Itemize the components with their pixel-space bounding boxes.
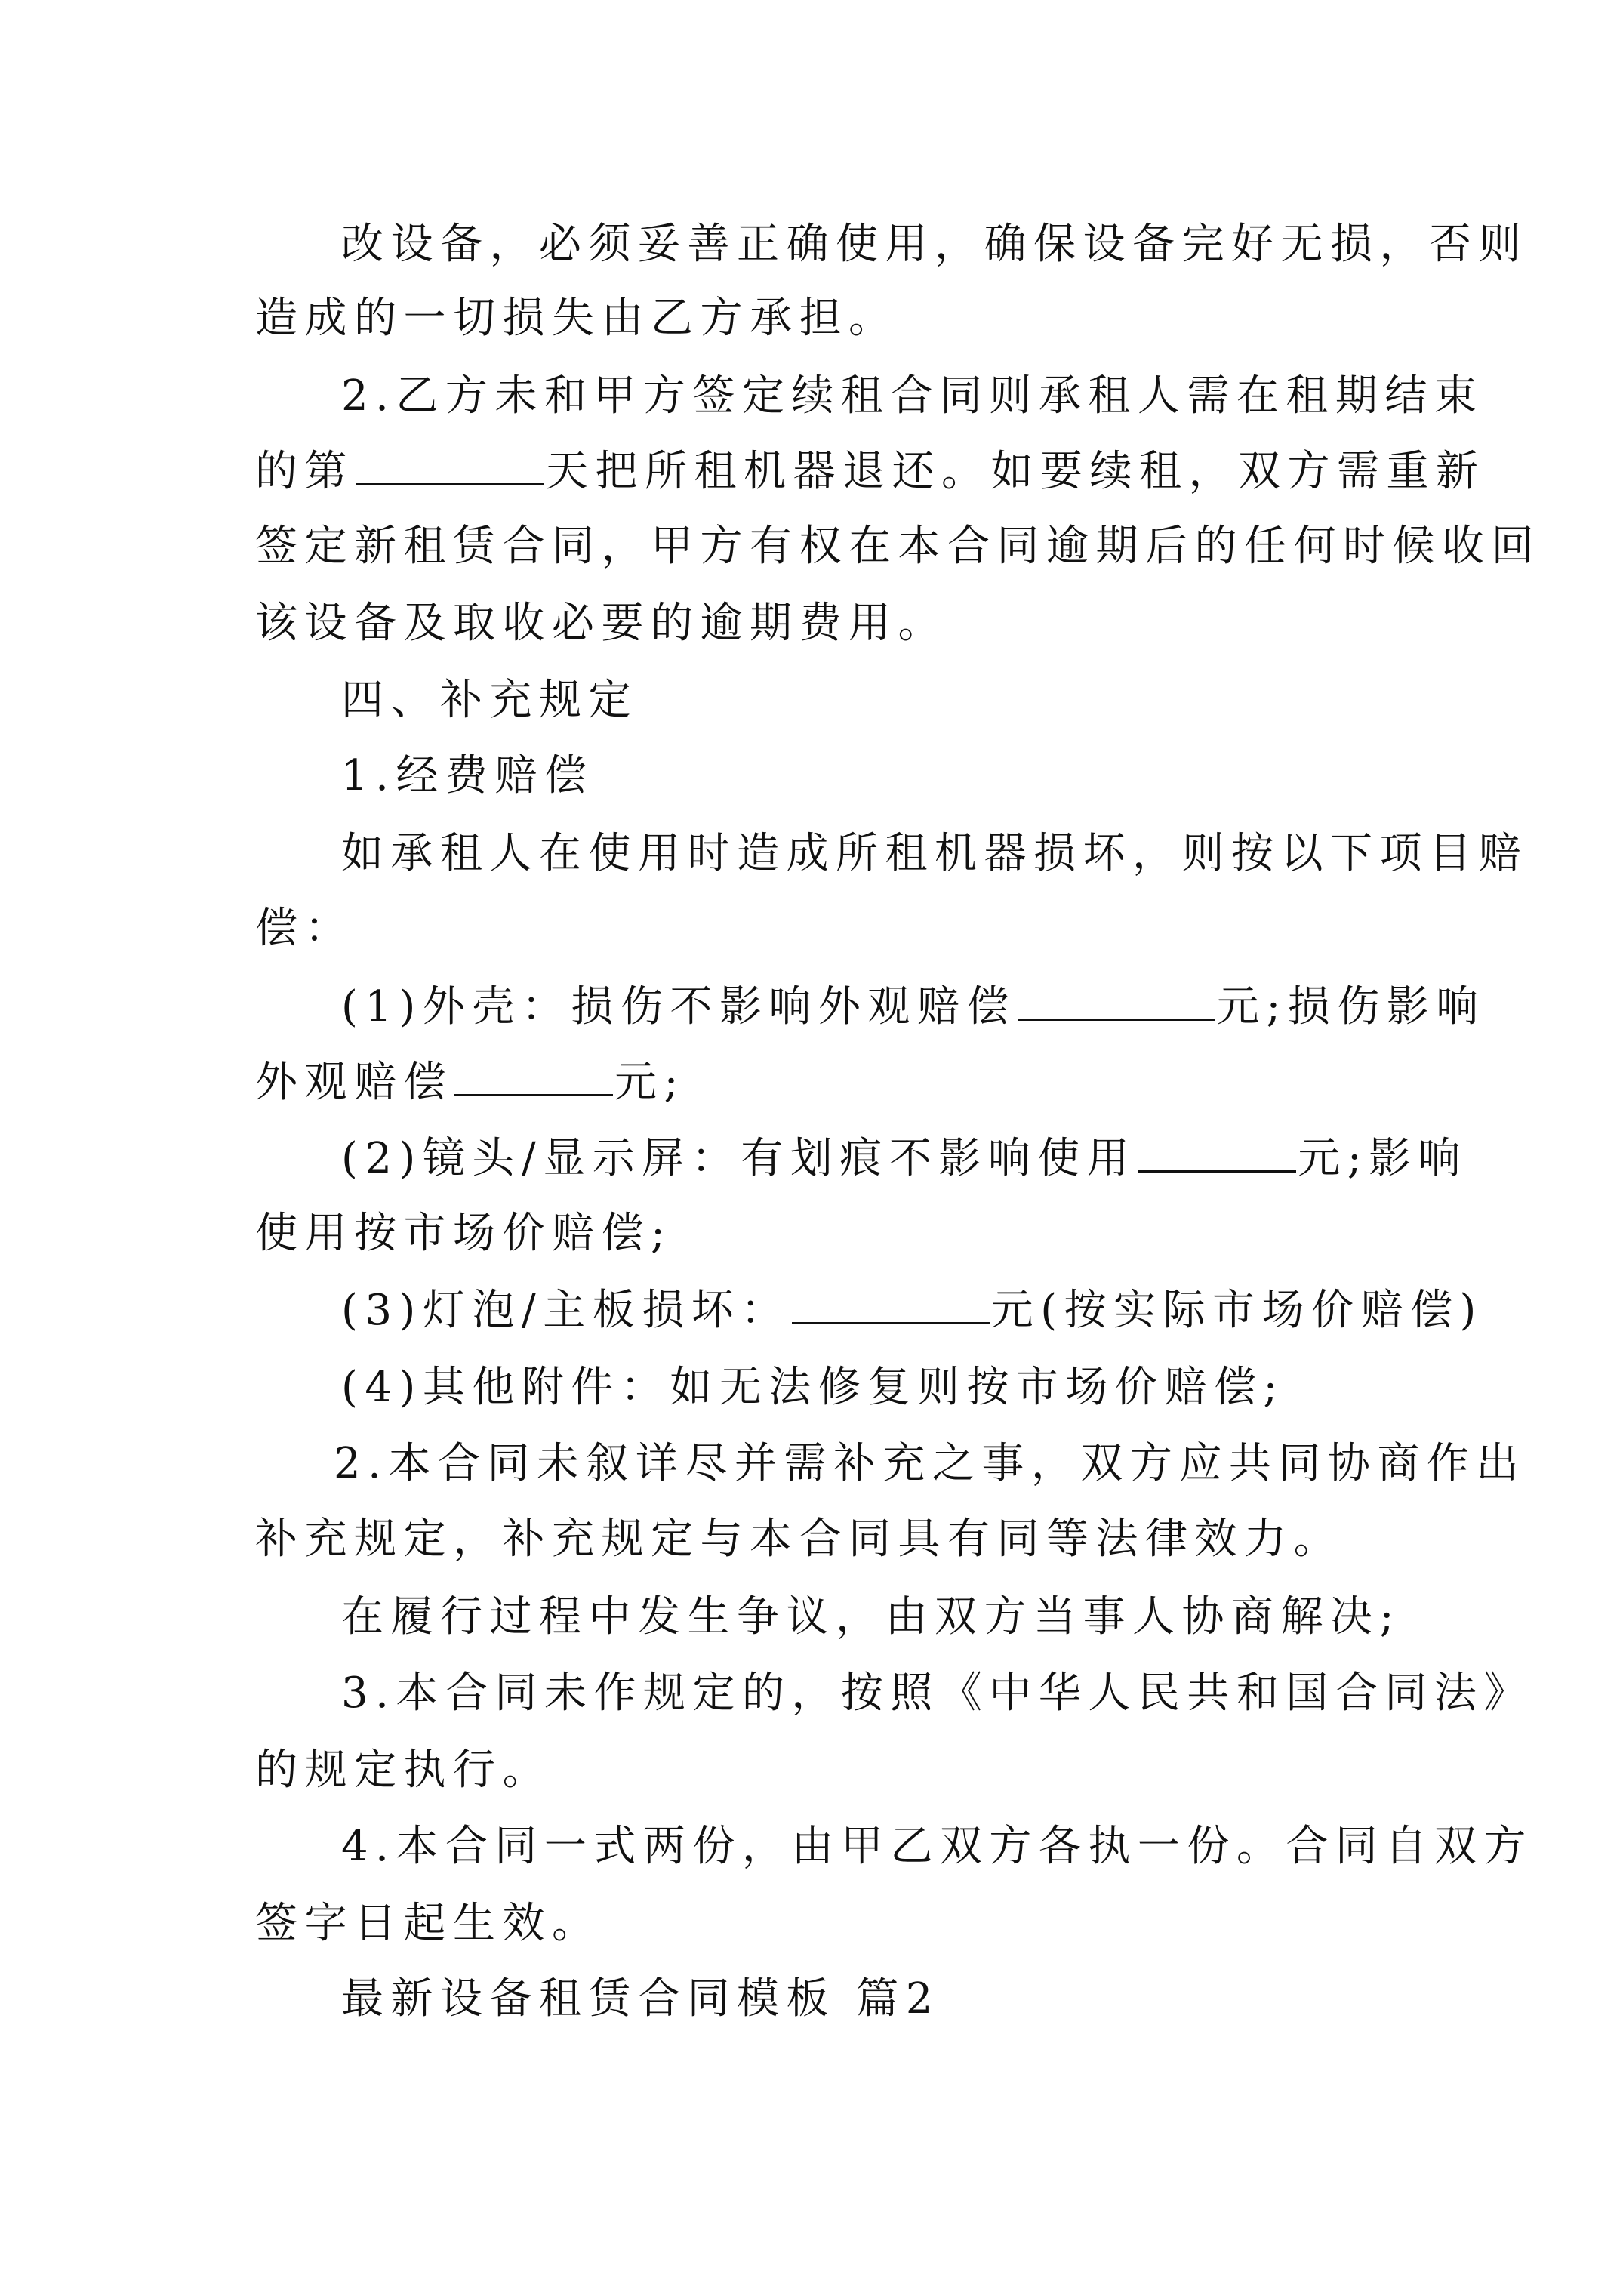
paragraph-line: 在履行过程中发生争议，由双方当事人协商解决; [341, 1592, 1401, 1641]
paragraph-line: 补充规定，补充规定与本合同具有同等法律效力。 [255, 1515, 1343, 1564]
clause-3-line: 3.本合同未作规定的，按照《中华人民共和国合同法》 [341, 1669, 1533, 1718]
text-segment: (2)镜头/显示屏：有划痕不影响使用 [341, 1134, 1137, 1183]
paragraph-line [255, 434, 1486, 510]
fill-in-blank[interactable] [1138, 1128, 1296, 1173]
text-segment: 元;影响 [1298, 1134, 1468, 1183]
list-item [341, 969, 1486, 1045]
paragraph-line: 如承租人在使用时造成所租机器损坏，则按以下项目赔 [341, 829, 1528, 878]
paragraph-line: 该设备及取收必要的逾期费用。 [255, 599, 947, 648]
fill-in-blank[interactable] [1018, 976, 1215, 1021]
list-item [341, 1273, 1483, 1348]
text-segment: (3)灯泡/主板损坏： [341, 1286, 790, 1335]
list-item [341, 1121, 1467, 1197]
text-segment: 元(按实际市场价赔偿) [990, 1286, 1483, 1335]
fill-in-blank[interactable] [792, 1280, 990, 1324]
clause-4-line: 4.本合同一式两份，由甲乙双方各执一份。合同自双方 [341, 1822, 1533, 1871]
paragraph-line: 签定新租赁合同，甲方有权在本合同逾期后的任何时候收回 [255, 522, 1541, 571]
clause-2-line: 2.本合同未叙详尽并需补充之事，双方应共同协商作出 [334, 1439, 1526, 1488]
list-item: (4)其他附件：如无法修复则按市场价赔偿; [341, 1363, 1285, 1412]
paragraph-line: 造成的一切损失由乙方承担。 [255, 294, 898, 343]
fill-in-blank[interactable] [454, 1052, 613, 1096]
text-segment: 的第 [255, 447, 354, 496]
paragraph-line: 使用按市场价赔偿; [255, 1209, 673, 1258]
section-title: 最新设备租赁合同模板 篇2 [341, 1974, 940, 2023]
text-segment: 元;损伤影响 [1216, 982, 1486, 1031]
text-segment: 外观赔偿 [255, 1058, 453, 1107]
clause-2-line: 2.乙方未和甲方签定续租合同则承租人需在租期结束 [341, 371, 1484, 421]
text-segment: 元; [614, 1058, 685, 1107]
paragraph-line: 的规定执行。 [255, 1746, 552, 1795]
paragraph-line [255, 1045, 685, 1120]
text-segment: (1)外壳：损伤不影响外观赔偿 [341, 982, 1016, 1031]
paragraph-line: 签字日起生效。 [255, 1899, 602, 1948]
fill-in-blank[interactable] [356, 441, 544, 485]
section-heading: 四、补充规定 [341, 676, 638, 725]
paragraph-line: 改设备，必须妥善正确使用，确保设备完好无损，否则 [341, 220, 1528, 269]
subsection-heading: 1.经费赔偿 [341, 751, 594, 800]
paragraph-line: 偿： [255, 904, 354, 953]
text-segment: 天把所租机器退还。如要续租，双方需重新 [546, 447, 1486, 496]
